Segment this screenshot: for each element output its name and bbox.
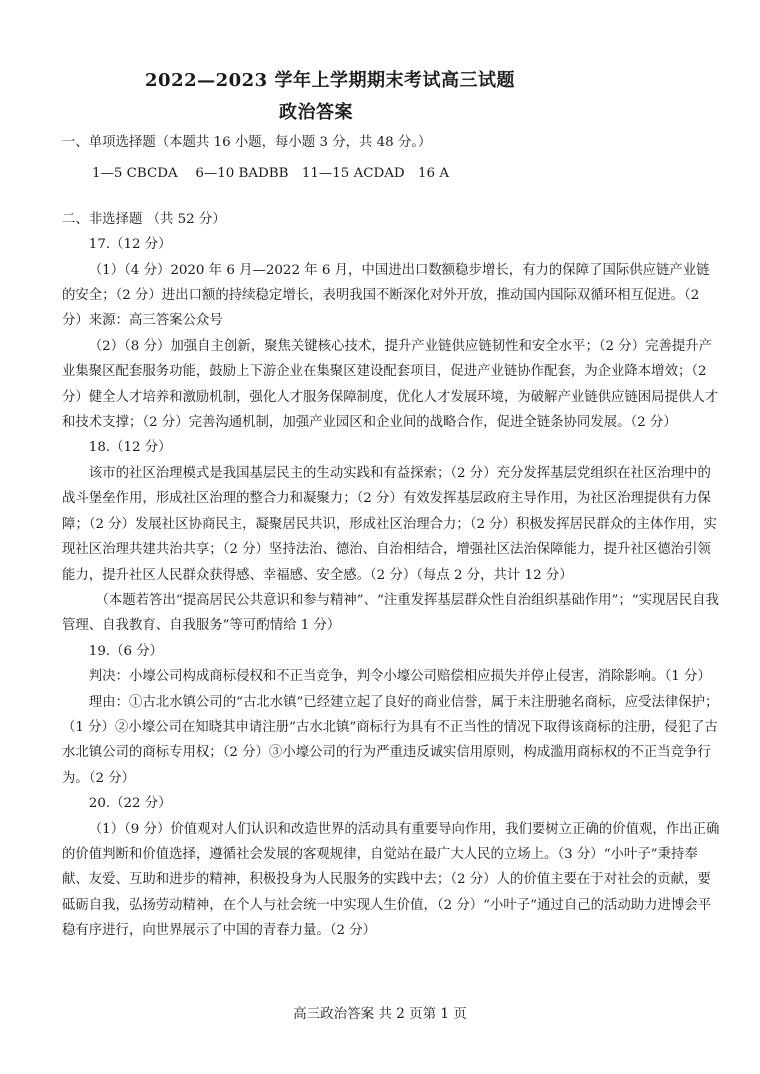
document-body	[62, 130, 722, 944]
q17-paragraph-1: （1）（4 分）2020 年 6 月—2022 年 6 月，中国进出口数额稳步增长，有力的保障了国际供应链产业链的安全；（2 分）进出口额的持续稳定增长，表明我国不断深化对外开放，推动国内国际双循环相互促进。（2 分）来源：高三答案公众号	[62, 262, 710, 329]
document-title: 2022—2023 学年上学期期末考试高三试题	[145, 70, 515, 91]
page-footer: 高三政治答案 共 2 页第 1 页	[293, 1006, 467, 1022]
q17-paragraph-2: （2）（8 分）加强自主创新，聚焦关键核心技术，提升产业链供应链韧性和安全水平；（2 分）完善提升产业集聚区配套服务功能，鼓励上下游企业在集聚区建设配套项目，促进产业链协作配套，为企业降本增效；（2 分）健全人才培养和激励机制，强化人才服务保障制度，优化人才发展环境，为破解产业链供应链困局提供人才和技术支撑；（2 分）完善沟通机制，加强产业园区和企业间的战略合作，促进全链条协同发展。（2 分）	[62, 338, 719, 431]
q20-paragraph-1: （1）（9 分）价值观对人们认识和改造世界的活动具有重要导向作用，我们要树立正确的价值观，作出正确的价值判断和价值选择，遵循社会发展的客观规律，自觉站在最广大人民的立场上。（3 分）“小叶子”秉持奉献、友爱、互助和进步的精神，积极投身为人民服务的实践中去；（2 分）人的价值主要在于对社会的贡献，要砥砺自我，弘扬劳动精神，在个人与社会统一中实现人生价值，（2 分）“小叶子”通过自己的活动助力进博会平稳有序进行，向世界展示了中国的青春力量。（2 分）	[62, 821, 720, 939]
q20-label: 20.（22 分）	[88, 796, 172, 812]
spacer	[62, 187, 722, 207]
section1-answers: 1—5 CBCDA 6—10 BADBB 11—15 ACDAD 16 A	[92, 166, 449, 182]
q19-label: 19.（6 分）	[88, 643, 164, 659]
q18-label: 18.（12 分）	[88, 440, 172, 456]
q18-note: （本题若答出“提高居民公共意识和参与精神”、“注重发挥基层群众性自治组织基础作用”；“实现居民自我管理、自我教育、自我服务”等可酌情给 1 分）	[62, 592, 719, 634]
q18-paragraph-1: 该市的社区治理模式是我国基层民主的生动实践和有益探索；（2 分）充分发挥基层党组织在社区治理中的战斗堡垒作用，形成社区治理的整合力和凝聚力；（2 分）有效发挥基层政府主导作用，为社区治理提供有力保障；（2 分）发展社区协商民主，凝聚居民共识，形成社区治理合力；（2 分）积极发挥居民群众的主体作用，实现社区治理共建共治共享；（2 分）坚持法治、德治、自治相结合，增强社区法治保障能力，提升社区德治引领能力，提升社区人民群众获得感、幸福感、安全感。（2 分）（每点 2 分，共计 12 分）	[62, 465, 717, 583]
q17-label: 17.（12 分）	[88, 237, 172, 253]
section1-heading: 一、单项选择题（本题共 16 小题，每小题 3 分，共 48 分。）	[62, 135, 432, 150]
q19-verdict: 判决：小壕公司构成商标侵权和不正当竞争，判令小壕公司赔偿相应损失并停止侵害，消除影响。（1 分）	[88, 669, 711, 685]
section2-heading: 二、非选择题 （共 52 分）	[62, 211, 226, 227]
document-subtitle: 政治答案	[279, 102, 353, 123]
q19-reasons: 理由：①古北水镇公司的“古北水镇”已经建立起了良好的商业信誉，属于未注册驰名商标，应受法律保护；（1 分）②小壕公司在知晓其申请注册“古水北镇”商标行为具有不正当性的情况下取得该商标的注册，侵犯了古水北镇公司的商标专用权；（2 分）③小壕公司的行为严重违反诚实信用原则，构成滥用商标权的不正当竞争行为。（2 分）	[62, 694, 719, 786]
